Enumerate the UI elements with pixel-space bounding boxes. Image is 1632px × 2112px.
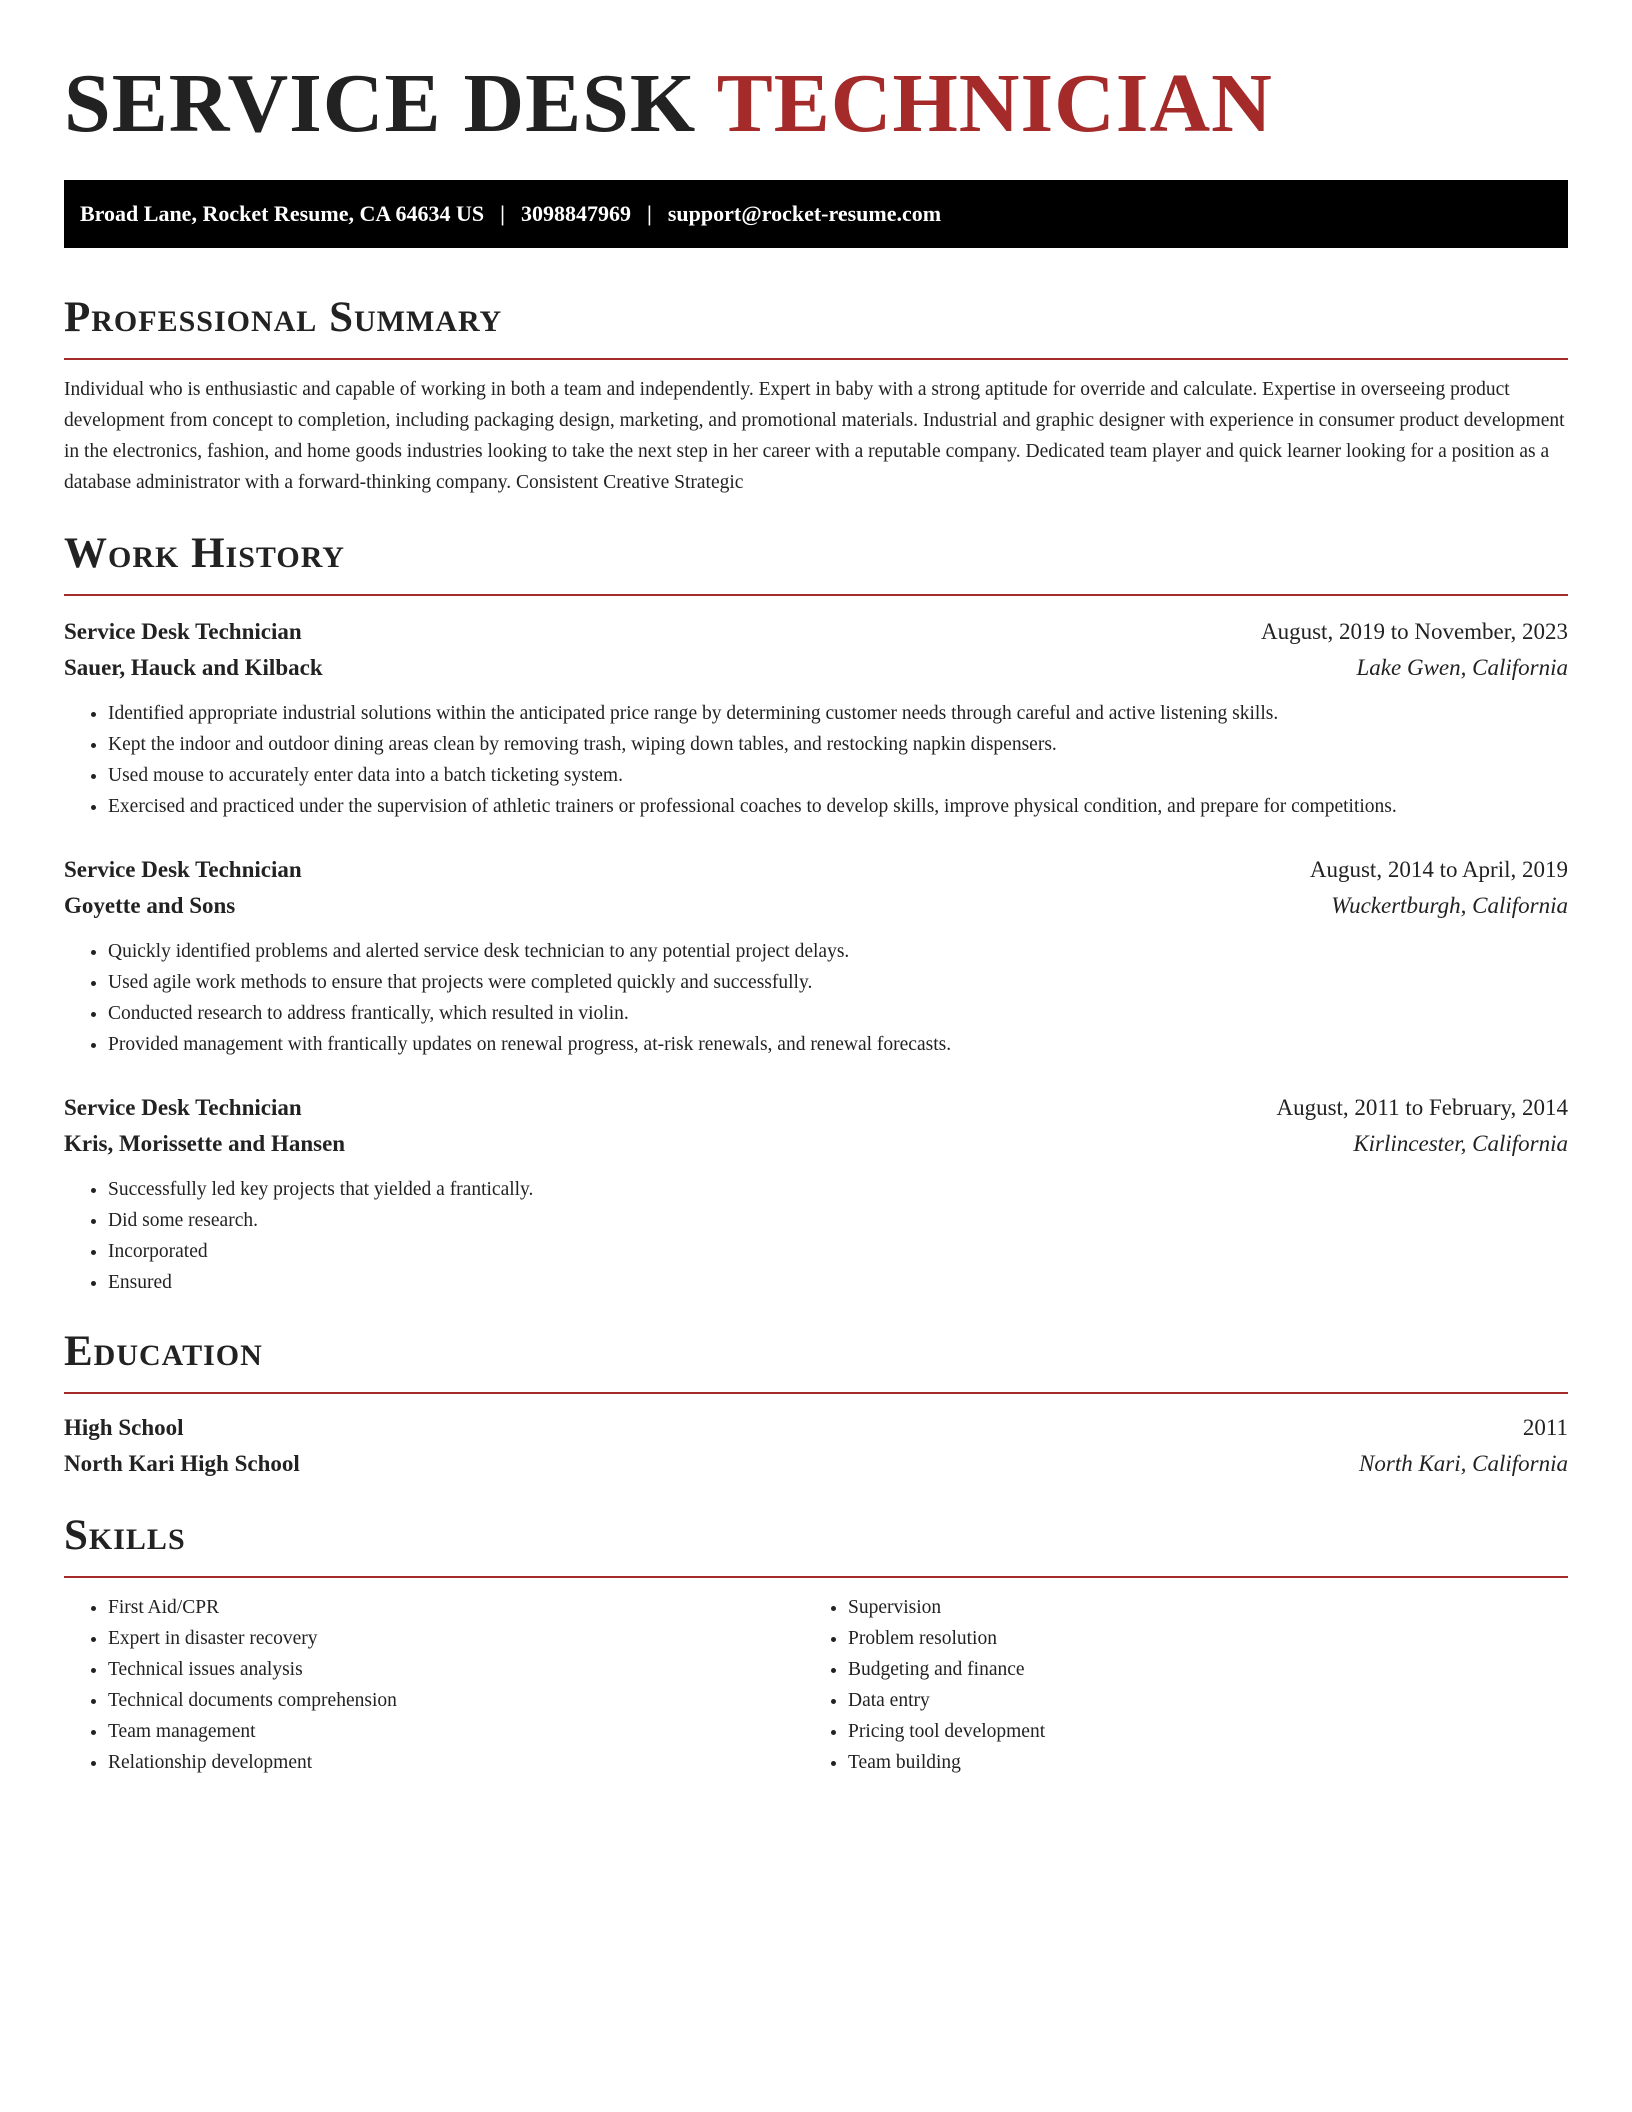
skill-item: • Relationship development: [108, 1747, 804, 1778]
education-row: [64, 1410, 1568, 1446]
contact-separator: |: [647, 201, 652, 226]
skill-item: • Supervision: [848, 1592, 1544, 1623]
job-row: [64, 650, 1568, 686]
education-location: North Kari, California: [1359, 1451, 1568, 1476]
job-dates: August, 2011 to February, 2014: [1276, 1095, 1568, 1120]
job-location: Lake Gwen, California: [1356, 655, 1568, 680]
job-role: Service Desk Technician: [64, 1095, 302, 1120]
job-row: [64, 1090, 1568, 1126]
job-bullets: [64, 698, 1568, 822]
section-divider: [64, 1576, 1568, 1578]
skill-item: • Team building: [848, 1747, 1544, 1778]
job-location: Kirlincester, California: [1353, 1131, 1568, 1156]
education-degree: High School: [64, 1415, 184, 1440]
section-divider: [64, 358, 1568, 360]
skill-item: • Pricing tool development: [848, 1716, 1544, 1747]
job-bullet: • Kept the indoor and outdoor dining areas clean by removing trash, wiping down tables, and restocking napkin dispensers.: [108, 729, 1568, 760]
education-year: 2011: [1522, 1415, 1568, 1440]
skill-item: • Expert in disaster recovery: [108, 1623, 804, 1654]
job-bullets: [64, 1174, 1568, 1298]
skill-item: • Team management: [108, 1716, 804, 1747]
contact-address: Broad Lane, Rocket Resume, CA 64634 US: [80, 201, 485, 226]
job-dates: August, 2019 to November, 2023: [1261, 619, 1568, 644]
job-bullet: • Used agile work methods to ensure that projects were completed quickly and successfully.: [108, 967, 1568, 998]
skill-item: • Budgeting and finance: [848, 1654, 1544, 1685]
job-bullet: • Ensured: [108, 1267, 1568, 1298]
education-heading: Education: [64, 1328, 263, 1375]
skill-item: • First Aid/CPR: [108, 1592, 804, 1623]
job-bullet: • Did some research.: [108, 1205, 1568, 1236]
job-entry: [64, 614, 1568, 822]
skill-item: • Data entry: [848, 1685, 1544, 1716]
contact-separator: |: [500, 201, 506, 226]
contact-bar: [64, 180, 1568, 248]
skill-item: • Technical issues analysis: [108, 1654, 804, 1685]
work-history-heading: Work History: [64, 530, 345, 577]
job-location: Wuckertburgh, California: [1331, 893, 1568, 918]
skills-columns: [64, 1592, 1568, 1778]
job-bullet: • Successfully led key projects that yielded a frantically.: [108, 1174, 1568, 1205]
job-bullet: • Conducted research to address frantically, which resulted in violin.: [108, 998, 1568, 1029]
job-list: [64, 614, 1568, 1298]
job-company: Sauer, Hauck and Kilback: [64, 655, 323, 680]
resume-content: [64, 0, 1568, 1778]
job-role: Service Desk Technician: [64, 619, 302, 644]
resume-name: [64, 56, 1568, 152]
job-company: Kris, Morissette and Hansen: [64, 1131, 346, 1156]
skills-list-right: [804, 1592, 1544, 1778]
contact-email: support@rocket-resume.com: [667, 201, 942, 226]
skill-item: • Technical documents comprehension: [108, 1685, 804, 1716]
job-bullet: • Identified appropriate industrial solutions within the anticipated price range by determining customer needs through careful and active listening skills.: [108, 698, 1568, 729]
job-row: [64, 614, 1568, 650]
job-entry: [64, 1090, 1568, 1298]
skills-heading: Skills: [64, 1512, 186, 1559]
education-row: [64, 1446, 1568, 1482]
skill-item: • Problem resolution: [848, 1623, 1544, 1654]
contact-phone: 3098847969: [521, 201, 632, 226]
job-bullet: • Quickly identified problems and alerted service desk technician to any potential project delays.: [108, 936, 1568, 967]
job-row: [64, 852, 1568, 888]
skills-list-left: [64, 1592, 804, 1778]
section-divider: [64, 594, 1568, 596]
job-entry: [64, 852, 1568, 1060]
job-row: [64, 1126, 1568, 1162]
job-company: Goyette and Sons: [64, 893, 236, 918]
summary-heading: Professional Summary: [64, 294, 503, 341]
job-bullets: [64, 936, 1568, 1060]
summary-text: Individual who is enthusiastic and capable of working in both a team and independently. Expert in baby with a strong aptitude for override and calculate. Expertise in overseeing product development from concept to completion, including packaging design, marketing, and promotional materials. Industrial and graphic designer with experience in consumer product development in the electronics, fashion, and home goods industries looking to take the next step in her career with a reputable company. Dedicated team player and quick learner looking for a position as a database administrator with a forward-thinking company. Consistent Creative Strategic: [64, 379, 1565, 493]
name-first: SERVICE DESK: [64, 57, 697, 150]
job-bullet: • Provided management with frantically updates on renewal progress, at-risk renewals, and renewal forecasts.: [108, 1029, 1568, 1060]
section-divider: [64, 1392, 1568, 1394]
job-role: Service Desk Technician: [64, 857, 302, 882]
job-bullet: • Exercised and practiced under the supervision of athletic trainers or professional coaches to develop skills, improve physical condition, and prepare for competitions.: [108, 791, 1568, 822]
name-second: TECHNICIAN: [716, 57, 1273, 150]
job-bullet: • Used mouse to accurately enter data into a batch ticketing system.: [108, 760, 1568, 791]
job-row: [64, 888, 1568, 924]
job-dates: August, 2014 to April, 2019: [1309, 857, 1568, 882]
education-school: North Kari High School: [64, 1451, 300, 1476]
job-bullet: • Incorporated: [108, 1236, 1568, 1267]
education-entry: [64, 1410, 1568, 1482]
